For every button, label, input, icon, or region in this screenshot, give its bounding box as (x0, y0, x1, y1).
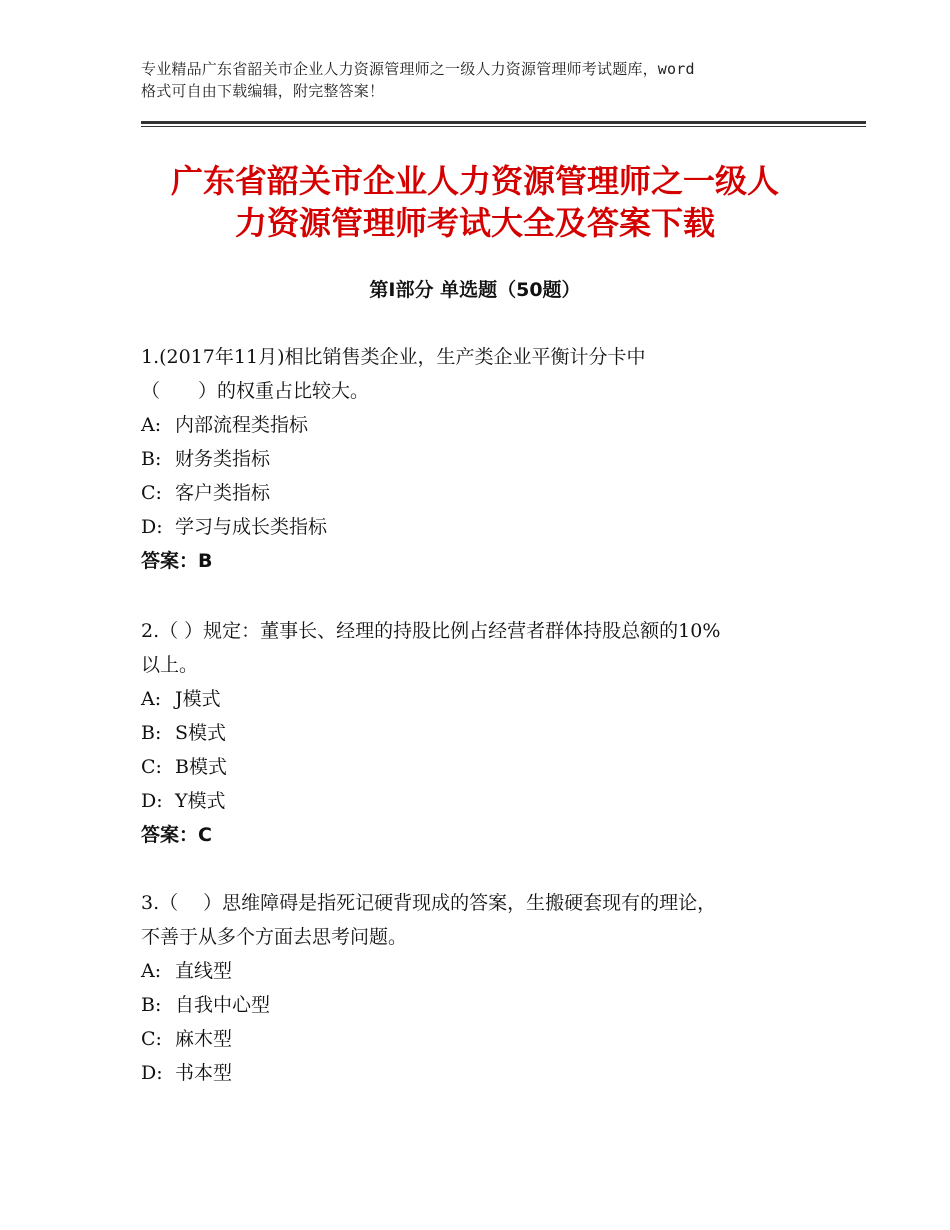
section-title: 第Ⅰ部分 单选题（50题） (369, 279, 581, 301)
question-3-option-c (141, 1022, 821, 1056)
question-3-line-1: 3.（ ）思维障碍是指死记硬背现成的答案，生搬硬套现有的理论， (141, 892, 717, 914)
question-2-answer: 答案：C (141, 824, 212, 846)
option-key: C: (141, 1028, 162, 1050)
header-line-1: 专业精品广东省韶关市企业人力资源管理师之一级人力资源管理师考试题库，word (141, 60, 695, 78)
option-text: 麻木型 (175, 1028, 233, 1050)
option-text: B模式 (175, 756, 227, 778)
question-3-option-d (141, 1056, 821, 1090)
question-2-line-2: 以上。 (141, 654, 199, 676)
option-key: A: (141, 688, 162, 710)
option-text: J模式 (175, 688, 221, 710)
option-text: 客户类指标 (175, 482, 271, 504)
title-line-1: 广东省韶关市企业人力资源管理师之一级人 (170, 162, 779, 200)
header-rule-thin (141, 126, 866, 127)
option-text: S模式 (175, 722, 227, 744)
option-key: B: (141, 722, 162, 744)
question-2 (141, 614, 821, 852)
question-2-option-c (141, 750, 821, 784)
question-1 (141, 340, 821, 578)
question-2-line-1: 2.（ ）规定：董事长、经理的持股比例占经营者群体持股总额的10% (141, 620, 721, 642)
question-3-option-a (141, 954, 821, 988)
option-key: D: (141, 790, 163, 812)
question-2-option-a (141, 682, 821, 716)
question-3-line-2: 不善于从多个方面去思考问题。 (141, 926, 408, 948)
option-key: B: (141, 448, 162, 470)
header-rule-thick (141, 121, 866, 124)
option-text: 直线型 (175, 960, 233, 982)
question-2-option-b (141, 716, 821, 750)
option-key: A: (141, 960, 162, 982)
option-text: 内部流程类指标 (175, 414, 309, 436)
option-text: 自我中心型 (175, 994, 271, 1016)
option-text: 学习与成长类指标 (175, 516, 328, 538)
option-key: D: (141, 516, 163, 538)
header-line-2: 格式可自由下载编辑，附完整答案！ (141, 82, 385, 100)
question-1-line-1: 1.(2017年11月)相比销售类企业，生产类企业平衡计分卡中 (141, 346, 646, 368)
document-title (120, 160, 830, 244)
question-1-line-2: （ ）的权重占比较大。 (141, 380, 370, 402)
option-text: 财务类指标 (175, 448, 271, 470)
option-key: A: (141, 414, 162, 436)
option-key: B: (141, 994, 162, 1016)
question-1-option-b (141, 442, 821, 476)
option-text: Y模式 (175, 790, 226, 812)
option-key: C: (141, 756, 162, 778)
document-header (141, 58, 821, 102)
title-line-2: 力资源管理师考试大全及答案下载 (234, 204, 715, 242)
question-1-option-c (141, 476, 821, 510)
option-key: C: (141, 482, 162, 504)
question-3-option-b (141, 988, 821, 1022)
question-1-answer: 答案：B (141, 550, 213, 572)
option-key: D: (141, 1062, 163, 1084)
question-1-option-a (141, 408, 821, 442)
question-3 (141, 886, 821, 1090)
question-1-option-d (141, 510, 821, 544)
question-2-option-d (141, 784, 821, 818)
option-text: 书本型 (175, 1062, 233, 1084)
